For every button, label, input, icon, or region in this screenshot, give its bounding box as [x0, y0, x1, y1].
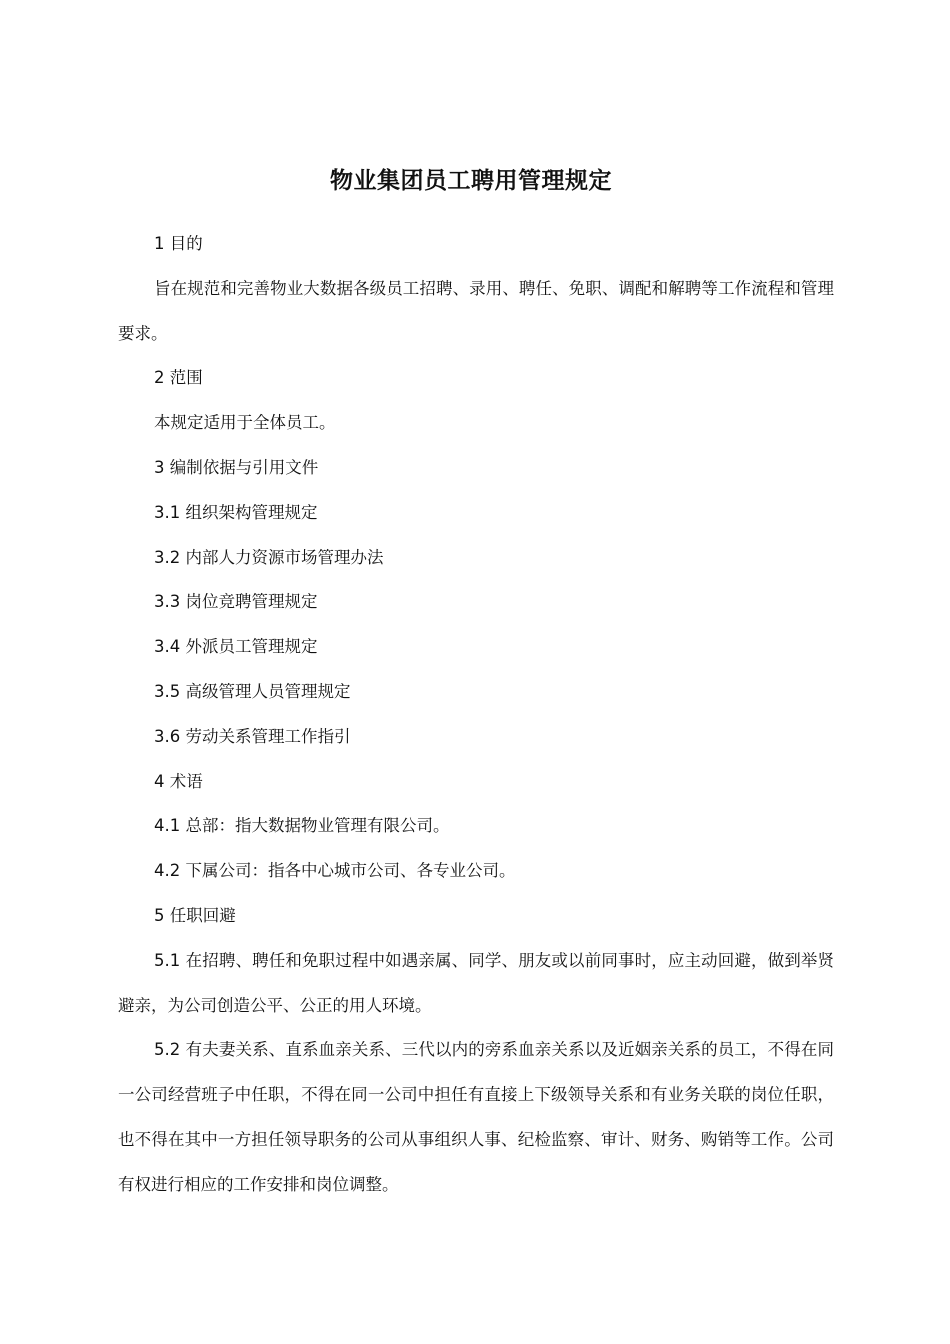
document-body: [118, 222, 834, 1208]
purpose-text: 旨在规范和完善物业大数据各级员工招聘、录用、聘任、免职、调配和解聘等工作流程和管理要求。: [118, 278, 834, 343]
avoidance-clause: 5.2 有夫妻关系、直系血亲关系、三代以内的旁系血亲关系以及近姻亲关系的员工，不得在同一公司经营班子中任职，不得在同一公司中担任有直接上下级领导关系和有业务关联的岗位任职，也不得在其中一方担任领导职务的公司从事组织人事、纪检监察、审计、财务、购销等工作。公司有权进行相应的工作安排和岗位调整。: [118, 1040, 834, 1194]
section-heading-scope: 2 范围: [154, 368, 203, 388]
reference-item: 3.6 劳动关系管理工作指引: [154, 726, 351, 746]
section-heading-references: 3 编制依据与引用文件: [154, 457, 319, 477]
section-heading-purpose: 1 目的: [154, 234, 203, 253]
reference-item: 3.1 组织架构管理规定: [154, 502, 318, 522]
avoidance-clause: 5.1 在招聘、聘任和免职过程中如遇亲属、同学、朋友或以前同事时，应主动回避，做到举贤避亲，为公司创造公平、公正的用人环境。: [118, 950, 834, 1015]
scope-text: 本规定适用于全体员工。: [154, 413, 336, 433]
section-heading-avoidance: 5 任职回避: [154, 905, 236, 925]
reference-item: 3.3 岗位竞聘管理规定: [154, 592, 318, 612]
reference-item: 3.5 高级管理人员管理规定: [154, 681, 351, 701]
term-item: 4.1 总部：指大数据物业管理有限公司。: [154, 816, 450, 836]
reference-item: 3.4 外派员工管理规定: [154, 637, 318, 657]
term-item: 4.2 下属公司：指各中心城市公司、各专业公司。: [154, 861, 516, 881]
document-title: 物业集团员工聘用管理规定: [330, 168, 612, 194]
section-heading-terms: 4 术语: [154, 771, 203, 791]
reference-item: 3.2 内部人力资源市场管理办法: [154, 547, 384, 567]
